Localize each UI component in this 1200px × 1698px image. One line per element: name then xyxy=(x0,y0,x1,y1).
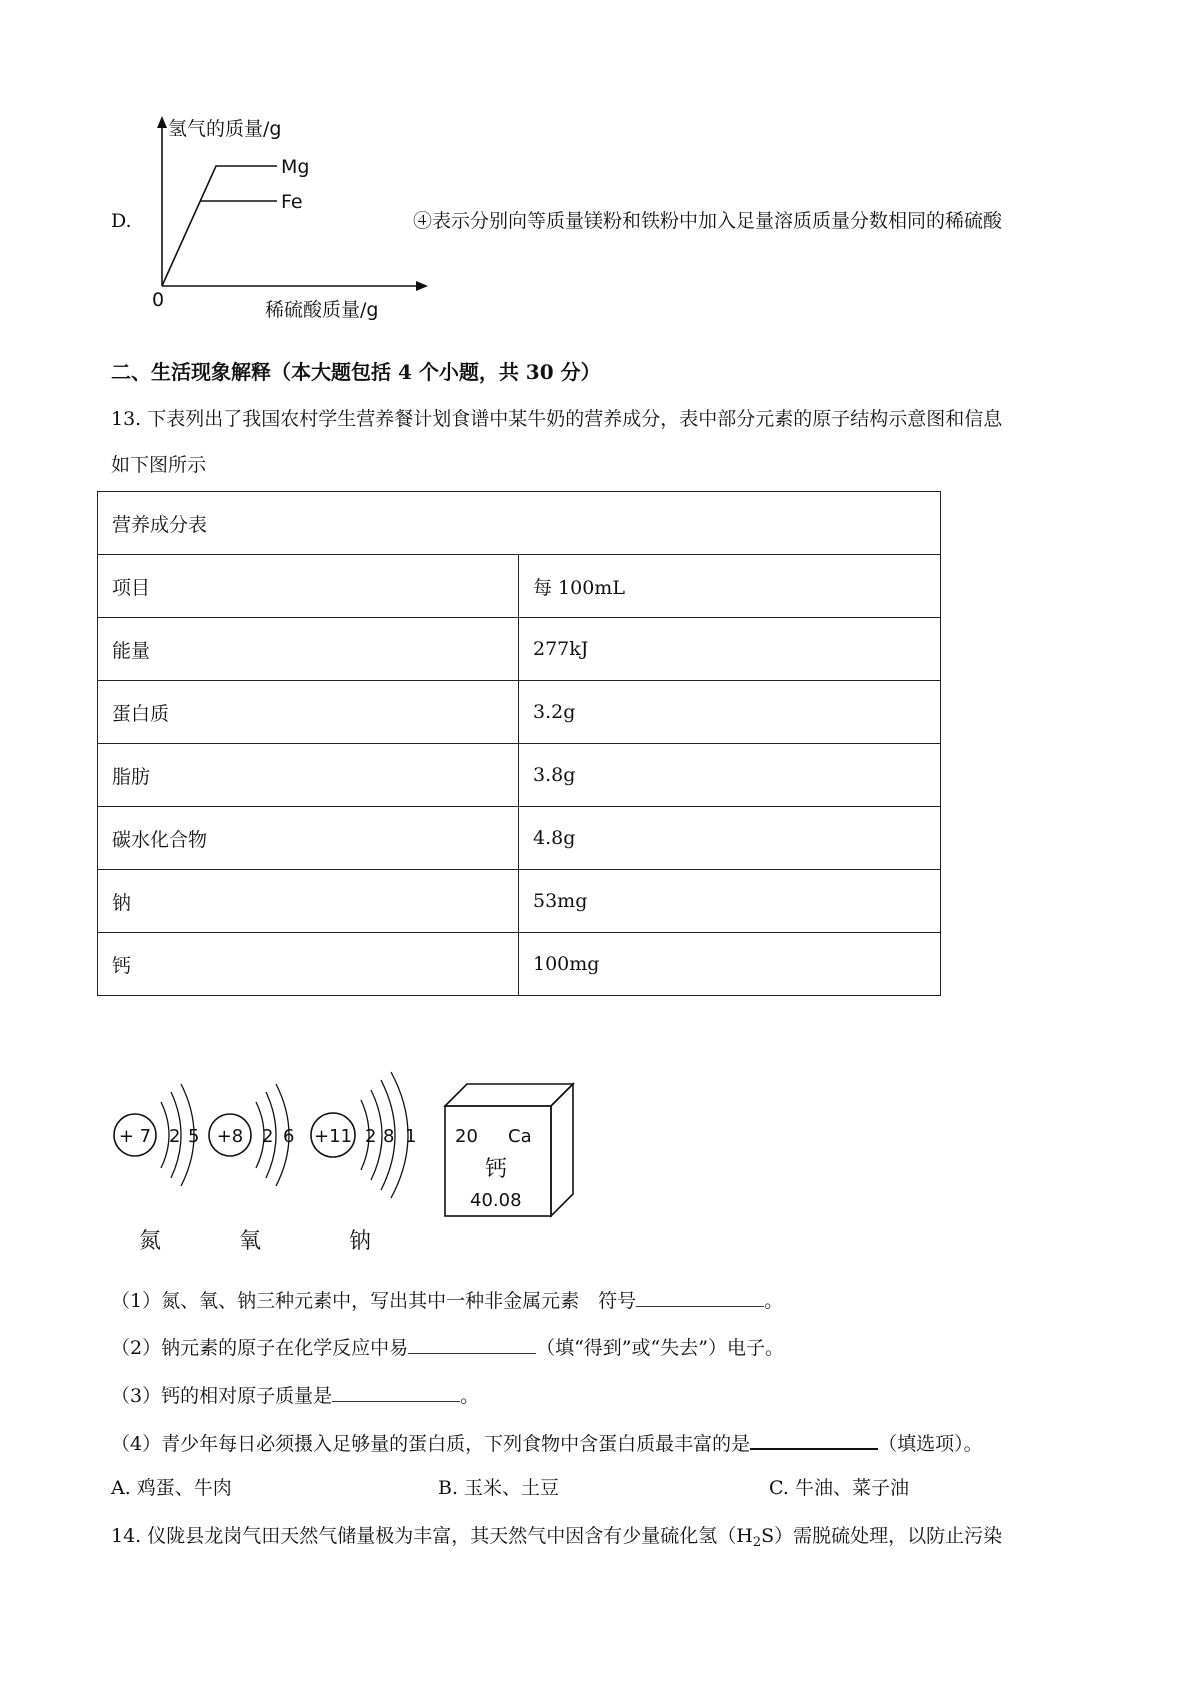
nitrogen-atom-diagram xyxy=(114,1084,199,1254)
mg-line xyxy=(162,166,277,286)
table-cell-value: 100mg xyxy=(519,933,941,996)
nucleus-charge: +11 xyxy=(314,1126,352,1147)
nucleus-charge: + 7 xyxy=(118,1126,152,1147)
shell-electrons: 2 xyxy=(365,1126,377,1147)
q13-sub1 xyxy=(111,1286,783,1314)
x-axis-label: 稀硫酸质量/g xyxy=(265,299,379,321)
option-c: C. 牛油、菜子油 xyxy=(769,1477,909,1499)
q14-subscript: 2 xyxy=(752,1535,762,1550)
option-d-description: ④表示分别向等质量镁粉和铁粉中加入足量溶质质量分数相同的稀硫酸 xyxy=(413,210,1003,232)
answer-blank[interactable] xyxy=(750,1428,878,1450)
sodium-atom-diagram xyxy=(311,1072,416,1254)
table-cell-value: 4.8g xyxy=(519,807,941,870)
atom-name: 钠 xyxy=(348,1229,372,1254)
q14-stem-text: 14. 仪陇县龙岗气田天然气储量极为丰富，其天然气中因含有少量硫化氢（H xyxy=(111,1525,753,1547)
answer-blank[interactable] xyxy=(332,1381,460,1402)
fe-label: Fe xyxy=(281,191,303,213)
section-heading: 二、生活现象解释（本大题包括 4 个小题，共 30 分） xyxy=(111,360,601,384)
oxygen-atom-diagram xyxy=(209,1084,294,1254)
table-row xyxy=(98,870,941,933)
table-title-row xyxy=(98,492,941,555)
q13-sub1-end: 。 xyxy=(764,1290,784,1312)
table-row xyxy=(98,681,941,744)
table-cell-item: 项目 xyxy=(98,555,519,618)
element-symbol: Ca xyxy=(508,1126,532,1147)
atomic-structure-diagrams xyxy=(105,1060,625,1260)
table-cell-item: 脂肪 xyxy=(98,744,519,807)
table-cell-item: 钙 xyxy=(98,933,519,996)
table-cell-value: 每 100mL xyxy=(519,555,941,618)
option-b: B. 玉米、土豆 xyxy=(438,1477,560,1499)
element-name: 钙 xyxy=(485,1157,508,1182)
table-cell-item: 碳水化合物 xyxy=(98,807,519,870)
y-axis-label: 氢气的质量/g xyxy=(168,118,282,140)
q13-sub4-text: （4）青少年每日必须摄入足够量的蛋白质，下列食物中含蛋白质最丰富的是 xyxy=(111,1433,751,1455)
q13-stem-line2: 如下图所示 xyxy=(111,454,207,476)
q13-sub3-text: （3）钙的相对原子质量是 xyxy=(111,1385,333,1407)
table-cell-item: 能量 xyxy=(98,618,519,681)
calcium-element-cell xyxy=(445,1084,573,1216)
atom-name: 氧 xyxy=(238,1229,262,1254)
q14-stem xyxy=(111,1523,1002,1556)
table-cell-value: 3.8g xyxy=(519,744,941,807)
y-axis-arrow xyxy=(157,116,167,128)
table-cell-value: 53mg xyxy=(519,870,941,933)
shell-electrons: 2 xyxy=(169,1126,181,1147)
table-cell-value: 3.2g xyxy=(519,681,941,744)
table-row xyxy=(98,807,941,870)
option-d-letter: D. xyxy=(111,210,132,232)
q13-sub2-text: （2）钠元素的原子在化学反应中易 xyxy=(111,1337,409,1359)
x-axis-arrow xyxy=(416,281,428,291)
atom-name: 氮 xyxy=(138,1229,162,1254)
table-row xyxy=(98,933,941,996)
shell-electrons: 6 xyxy=(283,1126,295,1147)
shell-electrons: 5 xyxy=(188,1126,200,1147)
atomic-mass: 40.08 xyxy=(470,1190,522,1211)
shell-electrons: 2 xyxy=(262,1126,274,1147)
table-row xyxy=(98,618,941,681)
shell-electrons: 1 xyxy=(405,1126,417,1147)
table-title: 营养成分表 xyxy=(98,492,941,555)
q13-sub3 xyxy=(111,1381,479,1409)
hydrogen-mass-graph xyxy=(130,110,430,325)
atomic-number: 20 xyxy=(455,1126,478,1147)
q13-sub2 xyxy=(111,1333,784,1361)
q13-sub3-end: 。 xyxy=(460,1385,480,1407)
table-cell-item: 钠 xyxy=(98,870,519,933)
table-row xyxy=(98,744,941,807)
table-cell-value: 277kJ xyxy=(519,618,941,681)
q13-stem-line1: 13. 下表列出了我国农村学生营养餐计划食谱中某牛奶的营养成分，表中部分元素的原子结构示意图和信息 xyxy=(111,408,1003,430)
answer-blank[interactable] xyxy=(408,1333,536,1354)
option-a: A. 鸡蛋、牛肉 xyxy=(111,1477,232,1499)
q13-sub2-end: （填“得到”或“失去”）电子。 xyxy=(536,1337,784,1359)
table-row xyxy=(98,555,941,618)
q14-stem-text-end: S）需脱硫处理，以防止污染 xyxy=(761,1525,1003,1547)
origin-label: 0 xyxy=(152,289,165,311)
q13-sub4-end: （填选项）。 xyxy=(878,1433,983,1455)
table-cell-item: 蛋白质 xyxy=(98,681,519,744)
answer-blank[interactable] xyxy=(636,1286,764,1307)
nucleus-charge: +8 xyxy=(216,1126,244,1147)
mg-label: Mg xyxy=(281,156,310,178)
nutrition-table xyxy=(97,491,941,996)
q13-sub4 xyxy=(111,1428,983,1457)
q13-sub1-text: （1）氮、氧、钠三种元素中，写出其中一种非金属元素 符号 xyxy=(111,1290,637,1312)
shell-electrons: 8 xyxy=(383,1126,395,1147)
